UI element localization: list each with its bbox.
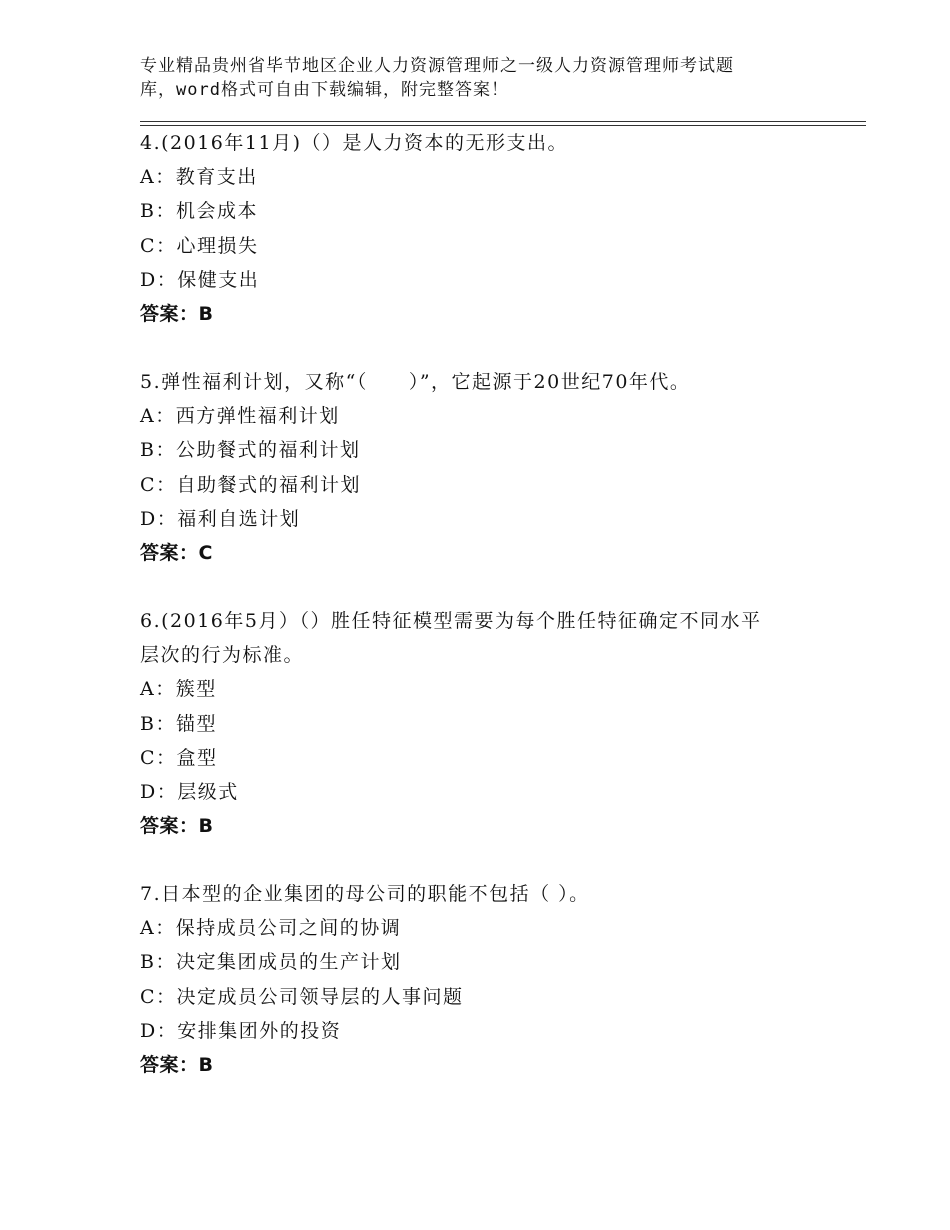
answer-value: C	[198, 541, 213, 564]
header-line-1: 专业精品贵州省毕节地区企业人力资源管理师之一级人力资源管理师考试题	[140, 56, 734, 76]
option-a: A：簇型	[140, 678, 217, 701]
answer-line	[140, 809, 840, 843]
answer-line	[140, 297, 840, 331]
question-5	[140, 365, 840, 570]
option-c: C：心理损失	[140, 234, 259, 257]
option-b: B：决定集团成员的生产计划	[140, 951, 402, 974]
answer-value: B	[198, 302, 214, 325]
option-c: C：盒型	[140, 746, 218, 769]
answer-label: 答案：	[140, 541, 199, 564]
option-c: C：自助餐式的福利计划	[140, 473, 362, 496]
option-d: D：安排集团外的投资	[140, 1019, 342, 1042]
answer-line	[140, 536, 840, 570]
question-stem-line-1: 6.(2016年5月）（）胜任特征模型需要为每个胜任特征确定不同水平	[140, 610, 762, 632]
option-d: D：保健支出	[140, 268, 260, 291]
question-6	[140, 604, 840, 843]
answer-line	[140, 1048, 840, 1082]
option-b: B：锚型	[140, 712, 217, 735]
question-stem: 5.弹性福利计划，又称“（ ）”，它起源于20世纪70年代。	[140, 371, 691, 393]
question-7	[140, 877, 840, 1082]
option-b: B：机会成本	[140, 200, 258, 223]
document-header	[140, 54, 780, 102]
option-a: A：西方弹性福利计划	[140, 405, 340, 428]
option-b: B：公助餐式的福利计划	[140, 439, 361, 462]
answer-label: 答案：	[140, 302, 199, 325]
question-stem-line-2: 层次的行为标准。	[140, 644, 305, 667]
option-d: D：层级式	[140, 780, 239, 803]
option-a: A：保持成员公司之间的协调	[140, 917, 402, 940]
answer-label: 答案：	[140, 1053, 199, 1076]
header-divider-top	[140, 121, 866, 122]
question-4	[140, 126, 840, 331]
answer-value: B	[198, 815, 214, 838]
answer-value: B	[198, 1053, 214, 1076]
question-stem: 7.日本型的企业集团的母公司的职能不包括（ ）。	[140, 883, 590, 905]
header-line-2: 库，word格式可自由下载编辑，附完整答案！	[140, 80, 509, 100]
answer-label: 答案：	[140, 815, 199, 838]
option-a: A：教育支出	[140, 166, 258, 189]
question-stem: 4.(2016年11月)（）是人力资本的无形支出。	[140, 132, 568, 154]
option-d: D：福利自选计划	[140, 507, 301, 530]
option-c: C：决定成员公司领导层的人事问题	[140, 985, 464, 1008]
